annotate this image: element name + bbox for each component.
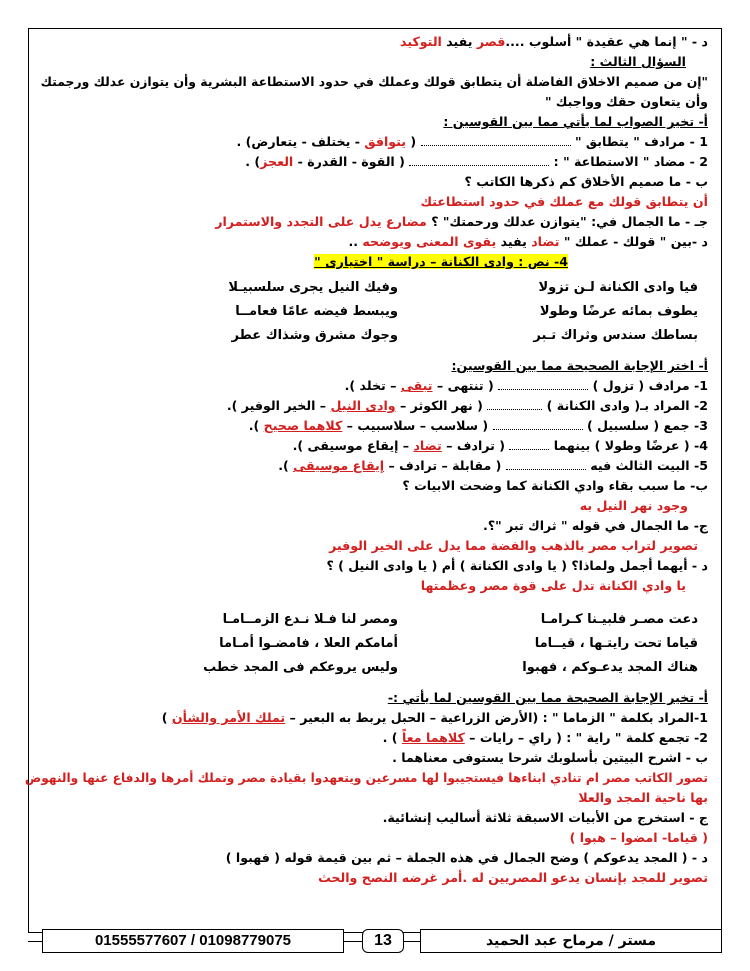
quote-line-2: وأن يتعاون حقك وواجبك " [544, 94, 708, 109]
page-number: 13 [362, 929, 404, 953]
s4-answer-b: وجود نهر النيل به [579, 498, 688, 513]
item-2-antonym: 2 - مضاد " الاستطاعة " : ( القوة - القدرة - العجز) . [245, 154, 708, 169]
question-d: د -بين " قولك - عملك " تضاد يفيد يقوى المعنى ويوضحه .. [348, 234, 708, 249]
line-d-qasr: د - " إنما هي عقيدة " أسلوب ....قصر يفيد التوكيد [400, 34, 708, 49]
poem-2 [40, 608, 708, 680]
s4-question-j: ج- ما الجمال في قوله " ثراك تبر "؟. [483, 518, 708, 533]
answer-blank [409, 155, 549, 166]
answer-blank [498, 379, 588, 390]
page-footer [28, 928, 722, 958]
phone-numbers: 01555577607 / 01098779075 [42, 929, 344, 953]
section-4-heading-row [40, 252, 708, 272]
section-5a-title: أ- تخير الإجابة الصحيحة مما بين القوسين لما يأتي :- [387, 690, 708, 705]
s5-answer-d: تصوير للمجد بإنسان يدعو المصريين له .أمر غرضه النصح والحث [318, 870, 708, 885]
poem-verse: بساطك سندس وثراك تـبر وجوك مشرق وشذاك عطر [231, 328, 698, 343]
s5-answer-b-2: بها ناحية المجد والعلا [578, 790, 708, 805]
teacher-name: مستر / مرماح عبد الحميد [420, 929, 722, 953]
s4-answer-j: تصوير لتراب مصر بالذهب والفضة مما يدل على الخير الوفير [329, 538, 698, 553]
answer-blank [487, 399, 542, 410]
answer-blank [421, 135, 571, 146]
question-b: ب - ما صميم الأخلاق كم ذكرها الكاتب ؟ [464, 174, 708, 189]
s5-answer-b-1: تصور الكاتب مصر ام تنادي ابناءها فيستجيبوا لها مسرعين ويتعهدوا بقيادة مصر وتملك أمرها والدفاع عنها والنهوض [24, 771, 708, 785]
section-4a-title: أ- اختر الإجابة الصحيحة مما بين القوسين: [451, 358, 708, 373]
s4-item-5: 5- البيت الثالث فيه ( مقابلة – ترادف – إيقاع موسيقى ). [278, 458, 708, 473]
poem-verse: يطوف بمائه عرضًا وطولا ويبسط فيضه عامًا فعامــا [235, 304, 698, 319]
item-1-synonym: 1 - مرادف " يتطابق " ( يتوافق - يختلف - يتعارض) . [236, 134, 708, 149]
poem-verse: دعت مصـر فلبيـنا كـرامـا ومصر لنا فـلا نـدع الزمــامـا [222, 612, 698, 627]
answer-blank [506, 459, 586, 470]
question-j: جـ - ما الجمال في: "يتوازن عدلك ورحمتك" ؟ مضارع يدل على التجدد والاستمرار [215, 214, 708, 229]
s4-item-3: 3- جمع ( سلسبيل ) ( سلاسب – سلاسبيب – كلاهما صحيح ). [248, 418, 708, 433]
s4-item-1: 1- مرادف ( تزول ) ( تنتهى – تبقى – تخلد ). [344, 378, 708, 393]
s4-item-4: 4- ( عرضًا وطولا ) بينهما ( ترادف – تضاد – إيقاع موسيقى ). [292, 438, 708, 453]
answer-b: أن يتطابق قولك مع عملك في حدود استطاعتك [420, 194, 708, 209]
s5-item-1: 1-المراد بكلمة " الزماما " : (الأرض الزراعية – الحبل يربط به البعير – تملك الأمر والشأن ) [161, 710, 708, 725]
answer-blank [509, 439, 549, 450]
section-4-heading: 4- نص : وادى الكنانة – دراسة " اختيارى " [314, 254, 568, 269]
poem-verse: فيا وادى الكنانة لـن تزولا وفيك النيل يجرى سلسبيـلا [228, 280, 698, 295]
poem-verse: قياما تحت رايتـها ، قيــاما أمامكم العلا ، فامضـوا أمـاما [219, 636, 698, 651]
s4-item-2: 2- المراد بـ( وادى الكنانة ) ( نهر الكوثر – وادى النيل – الخير الوفير ). [226, 398, 708, 413]
s5-question-b: ب - اشرح البيتين بأسلوبك شرحا يستوفى معناهما . [392, 750, 708, 765]
s4-answer-d: يا وادي الكنانة تدل على قوة مصر وعظمتها [420, 578, 686, 593]
s4-question-b: ب- ما سبب بقاء وادي الكنانة كما وضحت الابيات ؟ [402, 478, 708, 493]
s5-item-2: 2- تجمع كلمة " راية " : ( راي – رايات – كلاهما معاً ) . [382, 730, 708, 745]
s5-answer-j: ( قياما- امضوا – هبوا ) [569, 830, 708, 845]
quote-line-1: "إن من صميم الاخلاق الفاضلة أن يتطابق قولك وعملك في حدود الاستطاعة البشرية وأن يتوازن عدلك ورجمتك [40, 74, 708, 89]
poem-1 [40, 276, 708, 348]
s5-question-j: ج - استخرج من الأبيات الاسبقة ثلاثة أساليب إنشائية. [382, 810, 708, 825]
section-a-title: أ- تخير الصواب لما يأتي مما بين القوسين : [443, 114, 708, 129]
s5-question-d: د - ( المجد يدعوكم ) وضح الجمال في هذه الجملة – ثم بين قيمة قوله ( فهبوا ) [225, 850, 708, 865]
worksheet-content [24, 30, 708, 888]
answer-blank [493, 419, 583, 430]
s4-question-d: د - أيهما أجمل ولماذا؟ ( يا وادى الكنانة ) أم ( يا وادى النيل ) ؟ [326, 558, 708, 573]
question-3-title: السؤال الثالث : [590, 54, 686, 69]
poem-verse: هناك المجد يدعـوكم ، فهبوا وليس يروعكم فى المجد خطب [203, 660, 698, 675]
